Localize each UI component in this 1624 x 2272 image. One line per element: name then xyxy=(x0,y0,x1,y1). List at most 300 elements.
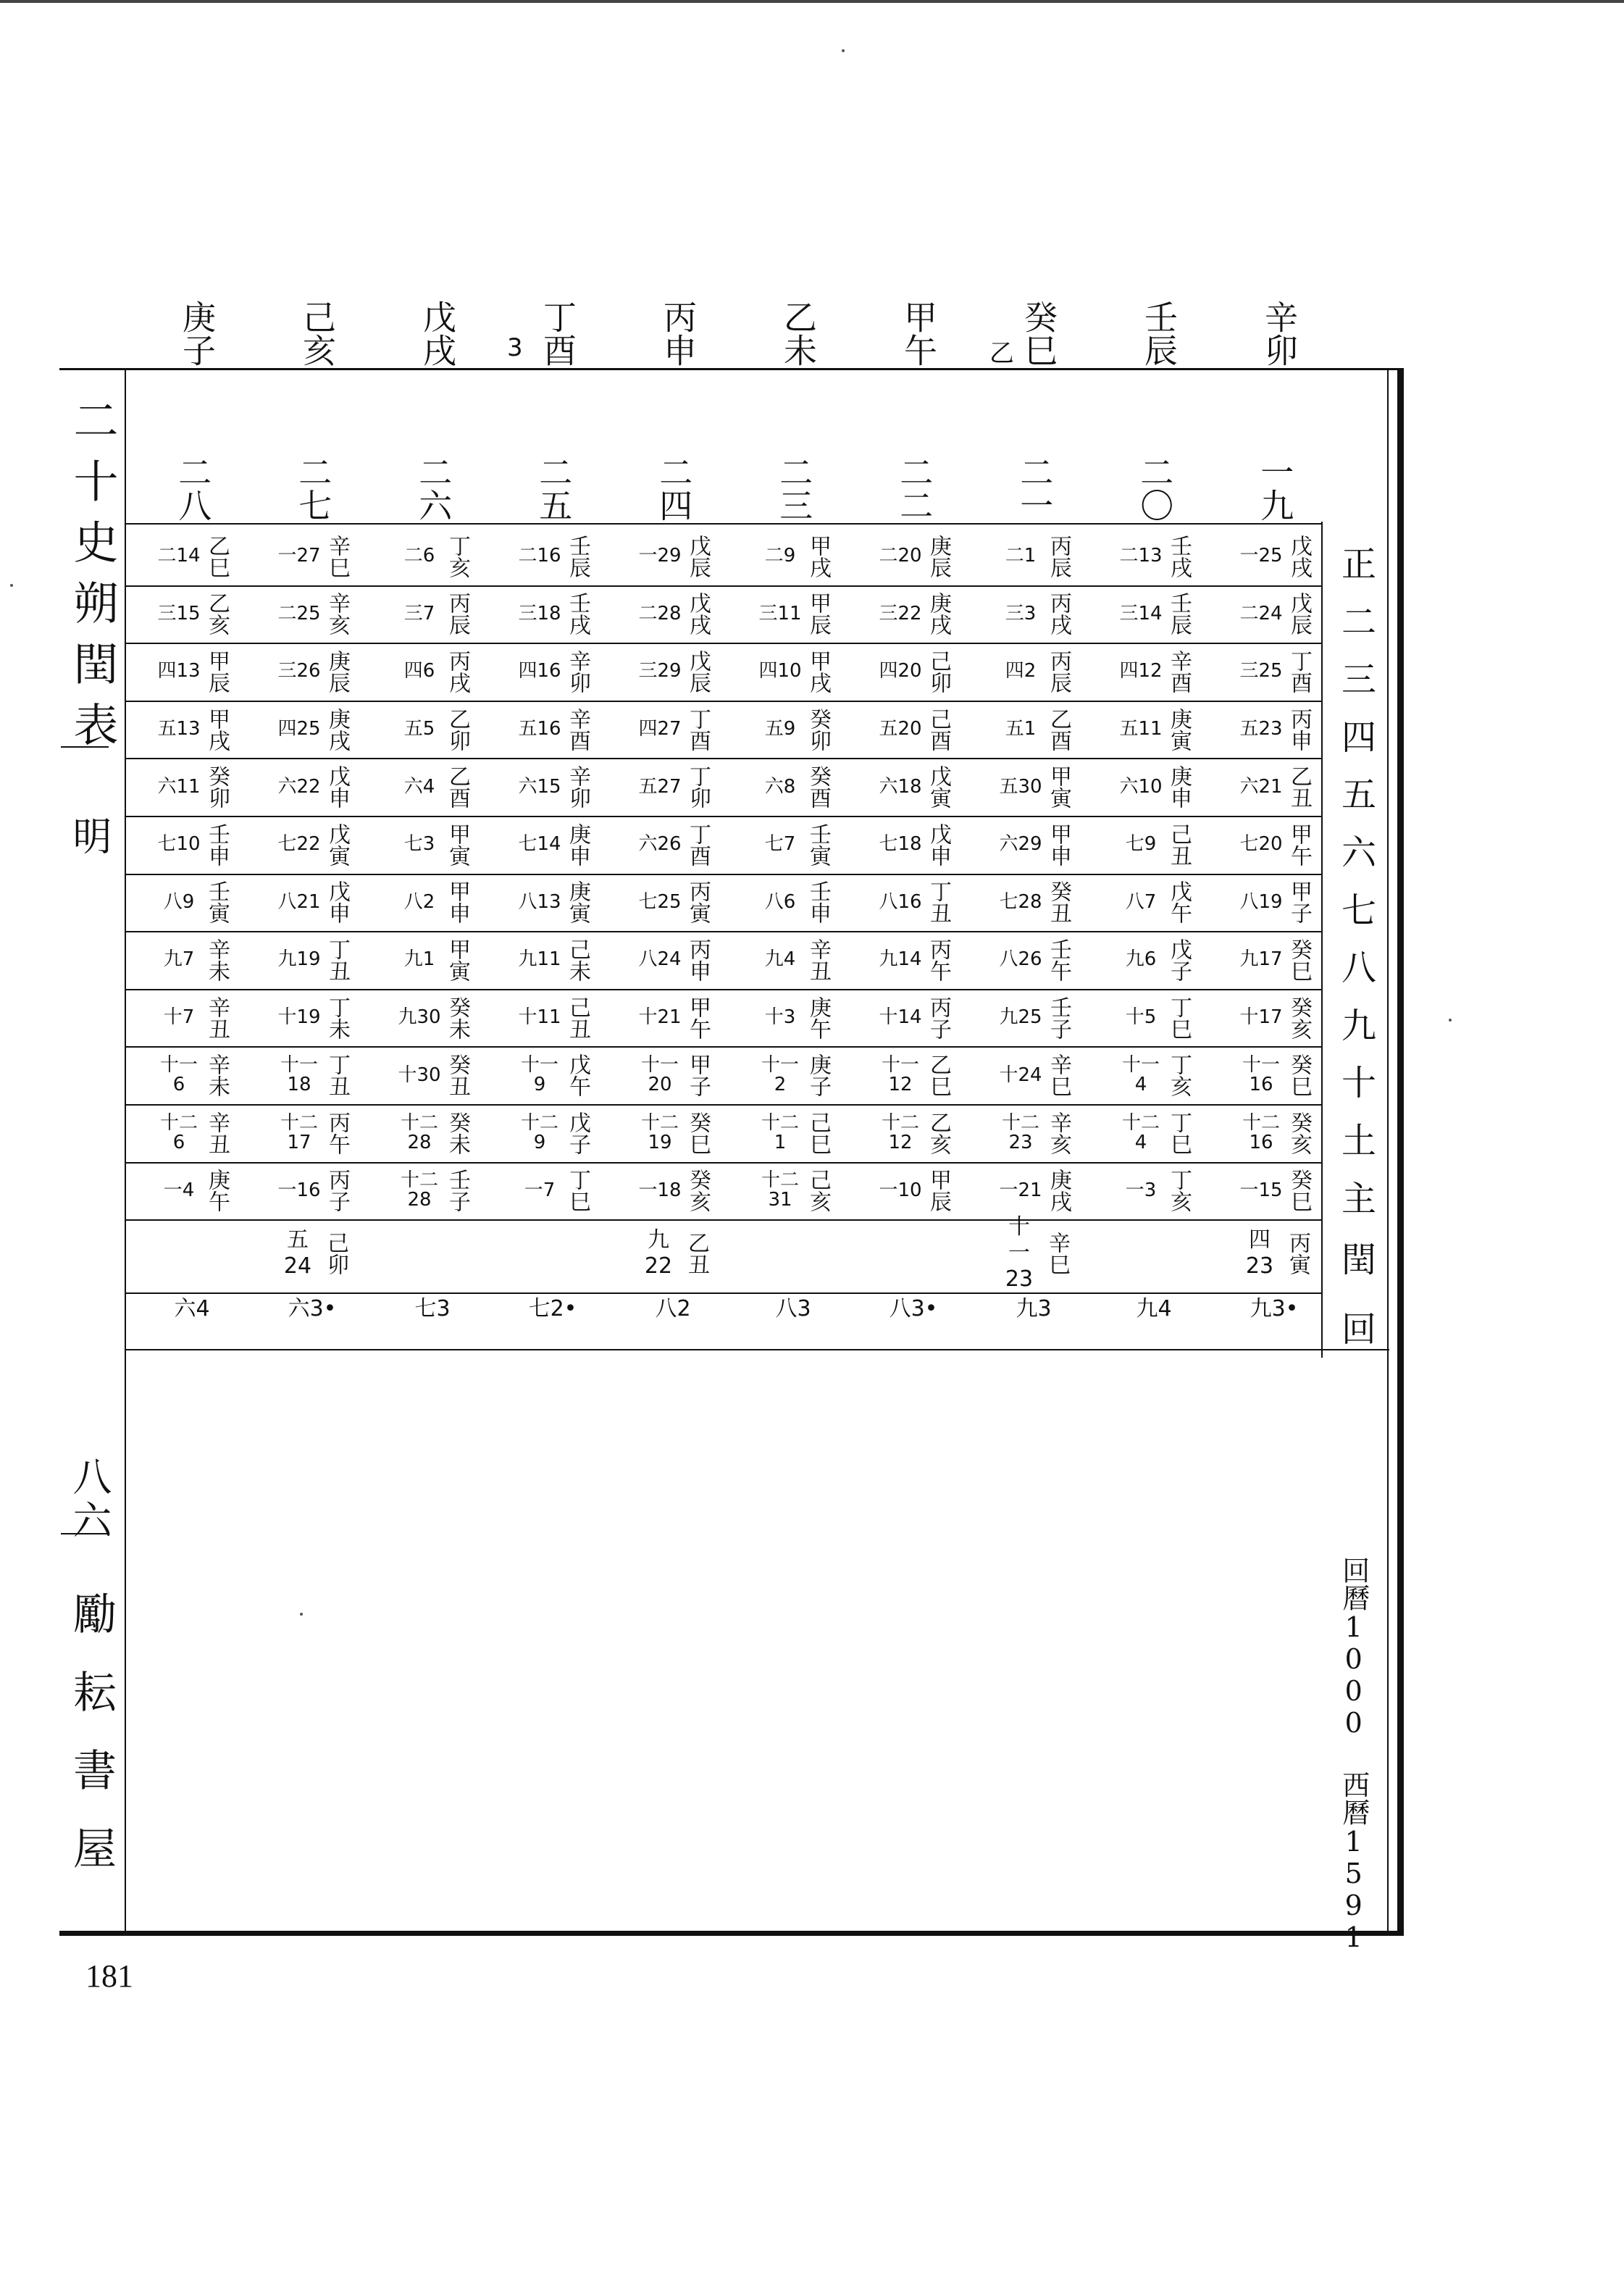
islamic-new-year-date: 六4 xyxy=(174,1296,210,1321)
day-ganzhi: 戊戌 xyxy=(1286,534,1312,578)
day-ganzhi: 癸亥 xyxy=(685,1169,711,1213)
new-moon-date: 一29 xyxy=(638,545,682,567)
leap-month-cell xyxy=(1214,1217,1334,1290)
day-ganzhi: 己卯 xyxy=(926,649,951,693)
day-ganzhi: 癸丑 xyxy=(1046,880,1071,924)
reign-year: 二四 xyxy=(654,455,694,522)
month-cell xyxy=(733,874,853,932)
new-moon-date: 十一6 xyxy=(159,1053,198,1096)
new-moon-date: 二14 xyxy=(157,545,201,567)
new-moon-date: 二9 xyxy=(764,545,796,567)
day-ganzhi: 癸未 xyxy=(445,995,470,1040)
day-ganzhi: 乙亥 xyxy=(926,1111,951,1155)
new-moon-date: 十3 xyxy=(764,1006,796,1028)
month-label: 回 xyxy=(1341,1309,1376,1350)
new-moon-date: 六22 xyxy=(277,775,321,798)
month-cell xyxy=(613,758,733,816)
day-ganzhi: 丁亥 xyxy=(1166,1053,1192,1098)
new-moon-date: 八19 xyxy=(1239,890,1283,913)
reign-year: 二一 xyxy=(1015,455,1055,522)
day-ganzhi: 庚寅 xyxy=(565,880,590,924)
day-ganzhi: 己丑 xyxy=(1166,822,1192,866)
new-moon-date: 五5 xyxy=(403,717,435,740)
new-moon-date: 十二1 xyxy=(761,1111,799,1153)
new-moon-date: 十二28 xyxy=(400,1169,438,1211)
day-ganzhi: 乙丑 xyxy=(1286,765,1312,809)
month-label: 正 xyxy=(1341,544,1376,585)
month-cell xyxy=(372,585,493,643)
new-moon-date: 三26 xyxy=(277,660,321,682)
new-moon-date: 五23 xyxy=(1239,717,1283,740)
month-cell xyxy=(1094,701,1214,759)
day-ganzhi: 庚戌 xyxy=(926,592,951,636)
month-cell xyxy=(252,527,372,585)
day-ganzhi: 戊午 xyxy=(1166,880,1192,924)
day-ganzhi: 丙子 xyxy=(926,995,951,1040)
day-ganzhi: 壬申 xyxy=(204,822,230,866)
month-cell xyxy=(132,585,252,643)
day-ganzhi: 甲寅 xyxy=(445,937,470,982)
new-moon-date: 十二4 xyxy=(1121,1111,1160,1153)
day-ganzhi: 甲午 xyxy=(1286,822,1312,866)
cyclical-year: 乙未 xyxy=(779,300,818,367)
day-ganzhi: 戊寅 xyxy=(926,765,951,809)
day-ganzhi: 庚午 xyxy=(204,1169,230,1213)
day-ganzhi: 丙午 xyxy=(325,1111,350,1155)
day-ganzhi: 戊午 xyxy=(565,1053,590,1098)
month-cell xyxy=(733,585,853,643)
scan-speck xyxy=(1449,1019,1452,1022)
month-cell xyxy=(1094,758,1214,816)
new-moon-date: 十二6 xyxy=(159,1111,198,1153)
day-ganzhi: 癸巳 xyxy=(1286,1053,1312,1098)
month-cell xyxy=(372,1162,493,1220)
scan-speck xyxy=(842,49,845,52)
new-moon-date: 四27 xyxy=(638,717,682,740)
new-moon-date: 一10 xyxy=(879,1179,922,1201)
new-moon-date: 二13 xyxy=(1119,545,1163,567)
scan-speck xyxy=(300,1613,303,1616)
month-cell xyxy=(132,1046,252,1104)
day-ganzhi: 癸卯 xyxy=(204,765,230,809)
cyclical-year: 庚子 xyxy=(177,300,217,367)
month-cell xyxy=(613,1162,733,1220)
month-cell xyxy=(974,1104,1094,1162)
new-moon-date: 三25 xyxy=(1239,660,1283,682)
month-cell xyxy=(974,701,1094,759)
new-moon-date: 七18 xyxy=(879,833,922,856)
day-ganzhi: 癸未 xyxy=(445,1111,470,1155)
month-cell xyxy=(372,1104,493,1162)
new-moon-date: 八7 xyxy=(1125,890,1157,913)
new-moon-date: 十一4 xyxy=(1121,1053,1160,1096)
new-moon-date: 一21 xyxy=(999,1179,1042,1201)
day-ganzhi: 庚戌 xyxy=(1046,1169,1071,1213)
day-ganzhi: 甲辰 xyxy=(805,592,831,636)
month-cell xyxy=(493,989,613,1047)
leap-month-date: 五 24 xyxy=(283,1227,312,1279)
day-ganzhi: 甲辰 xyxy=(204,649,230,693)
new-moon-date: 八24 xyxy=(638,948,682,971)
new-moon-date: 五13 xyxy=(157,717,201,740)
month-cell xyxy=(1094,643,1214,701)
month-cell xyxy=(613,585,733,643)
new-moon-date: 三11 xyxy=(758,602,802,625)
book-title: 二十史朔閏表 xyxy=(66,397,119,762)
new-moon-date: 一18 xyxy=(638,1179,682,1201)
day-ganzhi: 壬寅 xyxy=(204,880,230,924)
new-moon-date: 十30 xyxy=(398,1064,441,1086)
new-moon-date: 四12 xyxy=(1119,660,1163,682)
new-moon-date: 十19 xyxy=(277,1006,321,1028)
month-cell xyxy=(853,585,974,643)
month-cell xyxy=(1214,527,1334,585)
new-moon-date: 六29 xyxy=(999,833,1042,856)
month-label: 七 xyxy=(1341,890,1376,931)
day-ganzhi: 癸巳 xyxy=(1286,1169,1312,1213)
new-moon-date: 三29 xyxy=(638,660,682,682)
day-ganzhi: 丙申 xyxy=(685,937,711,982)
day-ganzhi: 丁亥 xyxy=(445,534,470,578)
day-ganzhi: 甲寅 xyxy=(1046,765,1071,809)
month-cell xyxy=(733,758,853,816)
islamic-new-year-date: 八3 xyxy=(775,1296,811,1321)
new-moon-date: 七3 xyxy=(403,833,435,856)
day-ganzhi: 丁卯 xyxy=(685,765,711,809)
new-moon-date: 七25 xyxy=(638,890,682,913)
month-cell xyxy=(493,1162,613,1220)
islamic-new-year-date: 七3 xyxy=(414,1296,451,1321)
month-label: 五 xyxy=(1341,774,1376,816)
new-moon-date: 八2 xyxy=(403,890,435,913)
day-ganzhi: 戊戌 xyxy=(685,592,711,636)
islamic-new-year-date: 六3• xyxy=(288,1296,337,1321)
new-moon-date: 十14 xyxy=(879,1006,922,1028)
new-moon-date: 七14 xyxy=(518,833,561,856)
cyclical-year: 癸巳 xyxy=(1019,300,1058,367)
month-cell xyxy=(733,643,853,701)
new-moon-date: 十一9 xyxy=(520,1053,558,1096)
month-cell xyxy=(1094,1104,1214,1162)
margin-note-3: 3 xyxy=(507,333,523,362)
leap-month-cell xyxy=(613,1217,733,1290)
day-ganzhi: 戊辰 xyxy=(685,534,711,578)
month-cell xyxy=(493,701,613,759)
month-cell xyxy=(372,643,493,701)
day-ganzhi: 乙亥 xyxy=(204,592,230,636)
day-ganzhi: 戊寅 xyxy=(325,822,350,866)
day-ganzhi: 壬戌 xyxy=(1166,534,1192,578)
month-cell xyxy=(733,1104,853,1162)
month-label: 四 xyxy=(1341,717,1376,758)
new-moon-date: 十一12 xyxy=(881,1053,919,1096)
new-moon-date: 九11 xyxy=(518,948,561,971)
month-cell xyxy=(1214,585,1334,643)
day-ganzhi: 戊辰 xyxy=(1286,592,1312,636)
month-cell xyxy=(1214,989,1334,1047)
month-cell xyxy=(733,989,853,1047)
day-ganzhi: 癸丑 xyxy=(445,1053,470,1098)
month-cell xyxy=(252,758,372,816)
new-moon-date: 六15 xyxy=(518,775,561,798)
reign-year: 二〇 xyxy=(1135,455,1175,522)
new-moon-date: 三14 xyxy=(1119,602,1163,625)
month-cell xyxy=(1214,643,1334,701)
day-ganzhi: 丙午 xyxy=(926,937,951,982)
month-cell xyxy=(252,1104,372,1162)
day-ganzhi: 癸巳 xyxy=(685,1111,711,1155)
month-cell xyxy=(493,816,613,874)
new-moon-date: 十7 xyxy=(163,1006,195,1028)
month-cell xyxy=(613,989,733,1047)
month-cell xyxy=(613,527,733,585)
day-ganzhi: 辛亥 xyxy=(325,592,350,636)
cyclical-year: 壬辰 xyxy=(1139,300,1179,367)
month-cell xyxy=(1094,816,1214,874)
month-cell xyxy=(493,931,613,989)
new-moon-date: 一27 xyxy=(277,545,321,567)
month-cell xyxy=(853,527,974,585)
new-moon-date: 八16 xyxy=(879,890,922,913)
day-ganzhi: 丁巳 xyxy=(1166,1111,1192,1155)
new-moon-date: 十一16 xyxy=(1242,1053,1280,1096)
month-cell xyxy=(974,758,1094,816)
month-cell xyxy=(1214,874,1334,932)
day-ganzhi: 辛卯 xyxy=(565,765,590,809)
day-ganzhi: 丙申 xyxy=(1286,707,1312,751)
day-ganzhi: 丁酉 xyxy=(1286,649,1312,693)
month-cell xyxy=(252,1162,372,1220)
calendar-conversion-note: 回曆1000 西曆1591 xyxy=(1337,1556,1370,1953)
month-cell xyxy=(733,527,853,585)
month-cell xyxy=(132,701,252,759)
cyclical-year: 戊戌 xyxy=(418,300,457,367)
month-cell xyxy=(1214,1046,1334,1104)
new-moon-date: 一4 xyxy=(163,1179,195,1201)
day-ganzhi: 丙辰 xyxy=(1046,534,1071,578)
day-ganzhi: 辛亥 xyxy=(1046,1111,1071,1155)
month-label: 閏 xyxy=(1341,1240,1376,1280)
day-ganzhi: 辛酉 xyxy=(1166,649,1192,693)
new-moon-date: 十一2 xyxy=(761,1053,799,1096)
month-cell xyxy=(372,527,493,585)
new-moon-date: 十一18 xyxy=(280,1053,318,1096)
month-cell xyxy=(372,931,493,989)
new-moon-date: 一16 xyxy=(277,1179,321,1201)
day-ganzhi: 庚午 xyxy=(805,995,831,1040)
day-ganzhi: 丙辰 xyxy=(445,592,470,636)
new-moon-date: 六18 xyxy=(879,775,922,798)
day-ganzhi: 壬午 xyxy=(1046,937,1071,982)
day-ganzhi: 壬申 xyxy=(805,880,831,924)
new-moon-date: 七28 xyxy=(999,890,1042,913)
month-cell xyxy=(252,701,372,759)
month-cell xyxy=(613,816,733,874)
month-cell xyxy=(132,816,252,874)
day-ganzhi: 丙辰 xyxy=(1046,649,1071,693)
month-label: 土 xyxy=(1341,1121,1376,1161)
new-moon-date: 九7 xyxy=(163,948,195,971)
month-label: 二 xyxy=(1341,601,1376,643)
new-moon-date: 八6 xyxy=(764,890,796,913)
month-cell xyxy=(1214,1162,1334,1220)
day-ganzhi: 癸卯 xyxy=(805,707,831,751)
day-ganzhi: 乙卯 xyxy=(445,707,470,751)
day-ganzhi: 庚子 xyxy=(805,1053,831,1098)
new-moon-date: 五11 xyxy=(1119,717,1163,740)
month-cell xyxy=(1214,758,1334,816)
month-cell xyxy=(853,989,974,1047)
month-cell xyxy=(1214,1104,1334,1162)
new-moon-date: 十一20 xyxy=(640,1053,679,1096)
month-cell xyxy=(853,1104,974,1162)
month-cell xyxy=(132,758,252,816)
spine-divider xyxy=(61,746,109,748)
dynasty-label: 明 xyxy=(67,816,112,855)
spine-page-number: 八六 xyxy=(67,1456,112,1543)
month-cell xyxy=(252,989,372,1047)
day-ganzhi: 戊申 xyxy=(926,822,951,866)
month-cell xyxy=(1094,1162,1214,1220)
new-moon-date: 九4 xyxy=(764,948,796,971)
new-moon-date: 六8 xyxy=(764,775,796,798)
day-ganzhi: 丁酉 xyxy=(685,822,711,866)
reign-year: 二七 xyxy=(293,455,333,522)
islamic-new-year-date: 八3• xyxy=(889,1296,938,1321)
new-moon-date: 六4 xyxy=(403,775,435,798)
new-moon-date: 一15 xyxy=(1239,1179,1283,1201)
month-cell xyxy=(974,585,1094,643)
month-cell xyxy=(613,1046,733,1104)
leap-month-date: 九 22 xyxy=(644,1227,673,1279)
reign-year: 二三 xyxy=(774,455,814,522)
month-cell xyxy=(372,758,493,816)
new-moon-date: 九6 xyxy=(1125,948,1157,971)
day-ganzhi: 辛丑 xyxy=(204,995,230,1040)
month-cell xyxy=(252,585,372,643)
month-cell xyxy=(252,931,372,989)
day-ganzhi: 甲戌 xyxy=(805,534,831,578)
day-ganzhi: 庚戌 xyxy=(325,707,350,751)
new-moon-date: 三15 xyxy=(157,602,201,625)
month-cell xyxy=(493,643,613,701)
month-label: 主 xyxy=(1341,1178,1376,1219)
day-ganzhi: 己酉 xyxy=(926,707,951,751)
day-ganzhi: 己亥 xyxy=(805,1169,831,1213)
month-cell xyxy=(493,527,613,585)
day-ganzhi: 丁酉 xyxy=(685,707,711,751)
day-ganzhi: 甲子 xyxy=(1286,880,1312,924)
new-moon-date: 九17 xyxy=(1239,948,1283,971)
new-moon-date: 六26 xyxy=(638,833,682,856)
day-ganzhi: 乙酉 xyxy=(445,765,470,809)
month-cell xyxy=(853,816,974,874)
new-moon-date: 十二16 xyxy=(1242,1111,1280,1153)
month-label: 八 xyxy=(1341,948,1376,989)
new-moon-date: 三3 xyxy=(1005,602,1037,625)
month-cell xyxy=(372,701,493,759)
month-cell xyxy=(613,931,733,989)
month-cell xyxy=(1094,1046,1214,1104)
day-ganzhi: 戊子 xyxy=(565,1111,590,1155)
new-moon-date: 八9 xyxy=(163,890,195,913)
new-moon-date: 四25 xyxy=(277,717,321,740)
month-cell xyxy=(974,874,1094,932)
leap-month-cell xyxy=(974,1214,1094,1292)
new-moon-date: 二28 xyxy=(638,602,682,625)
new-moon-date: 一3 xyxy=(1125,1179,1157,1201)
new-moon-date: 十11 xyxy=(518,1006,561,1028)
day-ganzhi: 甲午 xyxy=(685,995,711,1040)
day-ganzhi: 壬辰 xyxy=(1166,592,1192,636)
new-moon-date: 五1 xyxy=(1005,717,1037,740)
new-moon-date: 二24 xyxy=(1239,602,1283,625)
new-moon-date: 十5 xyxy=(1125,1006,1157,1028)
month-cell xyxy=(1094,931,1214,989)
new-moon-date: 二25 xyxy=(277,602,321,625)
day-ganzhi: 己巳 xyxy=(805,1111,831,1155)
month-cell xyxy=(853,758,974,816)
month-cell xyxy=(974,989,1094,1047)
day-ganzhi: 壬辰 xyxy=(565,534,590,578)
leap-month-cell xyxy=(252,1217,372,1290)
new-moon-date: 十二23 xyxy=(1001,1111,1039,1153)
new-moon-date: 十24 xyxy=(999,1064,1042,1086)
month-cell xyxy=(733,701,853,759)
cyclical-year: 丙申 xyxy=(658,300,698,367)
new-moon-date: 二1 xyxy=(1005,545,1037,567)
month-cell xyxy=(1214,701,1334,759)
day-ganzhi: 甲辰 xyxy=(926,1169,951,1213)
month-cell xyxy=(1094,585,1214,643)
day-ganzhi: 丁丑 xyxy=(926,880,951,924)
day-ganzhi: 壬寅 xyxy=(805,822,831,866)
new-moon-date: 四20 xyxy=(879,660,922,682)
day-ganzhi: 庚申 xyxy=(1166,765,1192,809)
month-cell xyxy=(733,816,853,874)
new-moon-date: 四2 xyxy=(1005,660,1037,682)
new-moon-date: 十二28 xyxy=(400,1111,438,1153)
new-moon-date: 九25 xyxy=(999,1006,1042,1028)
day-ganzhi: 丁丑 xyxy=(325,1053,350,1098)
month-cell xyxy=(853,701,974,759)
day-ganzhi: 乙巳 xyxy=(204,534,230,578)
new-moon-date: 四6 xyxy=(403,660,435,682)
month-label: 六 xyxy=(1341,832,1376,873)
day-ganzhi: 辛巳 xyxy=(1046,1053,1071,1098)
new-moon-date: 十二17 xyxy=(280,1111,318,1153)
new-moon-date: 九30 xyxy=(398,1006,441,1028)
month-cell xyxy=(853,874,974,932)
new-moon-date: 二16 xyxy=(518,545,561,567)
new-moon-date: 五9 xyxy=(764,717,796,740)
cyclical-year: 丁酉 xyxy=(538,300,577,367)
month-cell xyxy=(132,874,252,932)
cyclical-year: 己亥 xyxy=(298,300,337,367)
leap-month-ganzhi: 丙寅 xyxy=(1285,1232,1310,1275)
month-cell xyxy=(613,643,733,701)
scan-speck xyxy=(10,584,13,587)
day-ganzhi: 甲戌 xyxy=(204,707,230,751)
month-cell xyxy=(974,1046,1094,1104)
day-ganzhi: 戊申 xyxy=(325,880,350,924)
margin-note-yi: 乙 xyxy=(989,339,1014,368)
spine-divider xyxy=(61,1533,109,1534)
day-ganzhi: 癸亥 xyxy=(1286,995,1312,1040)
day-ganzhi: 癸酉 xyxy=(805,765,831,809)
month-cell xyxy=(372,816,493,874)
islamic-new-year-date: 七2• xyxy=(528,1296,577,1321)
